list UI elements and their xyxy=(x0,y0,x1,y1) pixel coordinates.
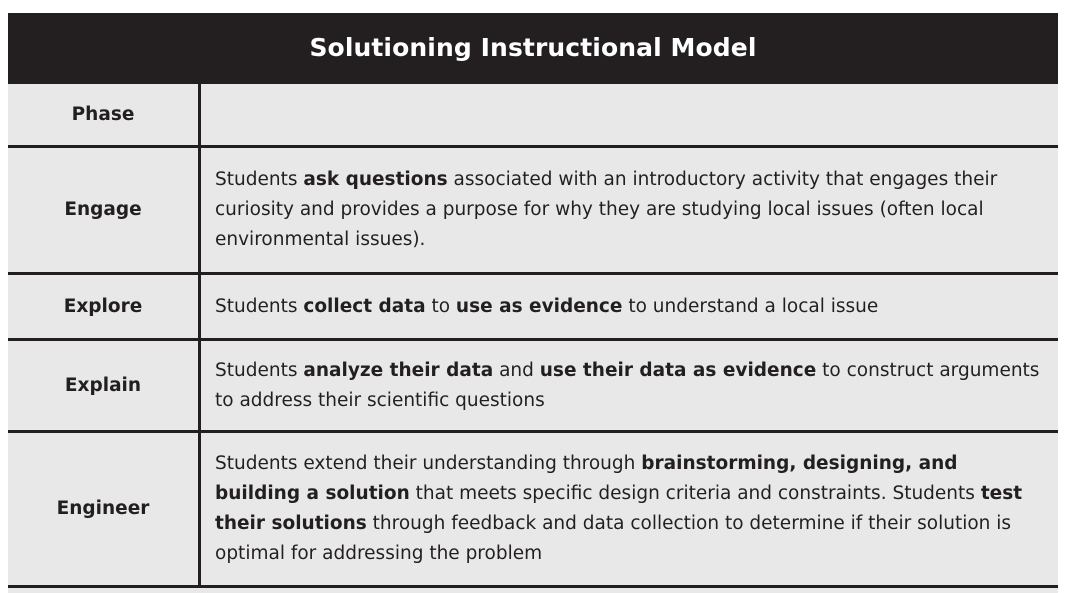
description-text: to understand a local issue xyxy=(622,295,879,317)
phase-name: Explain xyxy=(8,340,200,432)
emphasis-text: analyze their data xyxy=(303,359,494,381)
phase-column-header: Phase xyxy=(8,83,200,147)
emphasis-text: ask questions xyxy=(303,169,448,190)
instructional-model-table xyxy=(8,13,1058,593)
description-text: through feedback and data collection to determine if their solution is optimal for addressing the problem xyxy=(215,513,1012,564)
table-row xyxy=(8,432,1058,587)
description-text: Students xyxy=(215,359,304,381)
emphasis-text: use as evidence xyxy=(455,295,623,317)
description-text: and xyxy=(493,359,540,381)
phase-description xyxy=(200,432,1059,587)
emphasis-text: use their data as evidence xyxy=(539,359,817,381)
table-title: Solutioning Instructional Model xyxy=(8,13,1058,81)
description-column-header xyxy=(200,83,1059,147)
table-row xyxy=(8,340,1058,432)
phase-name: Engage xyxy=(8,147,200,274)
phase-description xyxy=(200,340,1059,432)
table-row xyxy=(8,274,1058,340)
phase-name: Explore xyxy=(8,274,200,340)
emphasis-text: brainstorming, designing, and building a solution xyxy=(215,453,958,504)
phase-description xyxy=(200,274,1059,340)
phase-description xyxy=(200,147,1059,274)
table-row xyxy=(8,147,1058,274)
description-text: Students xyxy=(215,169,304,190)
description-text: Students xyxy=(215,295,304,317)
emphasis-text: test their solutions xyxy=(215,483,1023,534)
description-text: Students extend their understanding through xyxy=(215,453,642,474)
phase-name: Engineer xyxy=(8,432,200,587)
description-text: to construct arguments to address their scientific questions xyxy=(215,359,1040,411)
description-text: to xyxy=(425,295,456,317)
description-text: associated with an introductory activity that engages their curiosity and provides a purpose for why they are studying local issues (often local environmental issues). xyxy=(215,169,998,250)
description-text: that meets specific design criteria and constraints. Students xyxy=(409,483,981,504)
emphasis-text: collect data xyxy=(303,295,426,317)
phase-table xyxy=(8,81,1058,588)
header-row xyxy=(8,83,1058,147)
